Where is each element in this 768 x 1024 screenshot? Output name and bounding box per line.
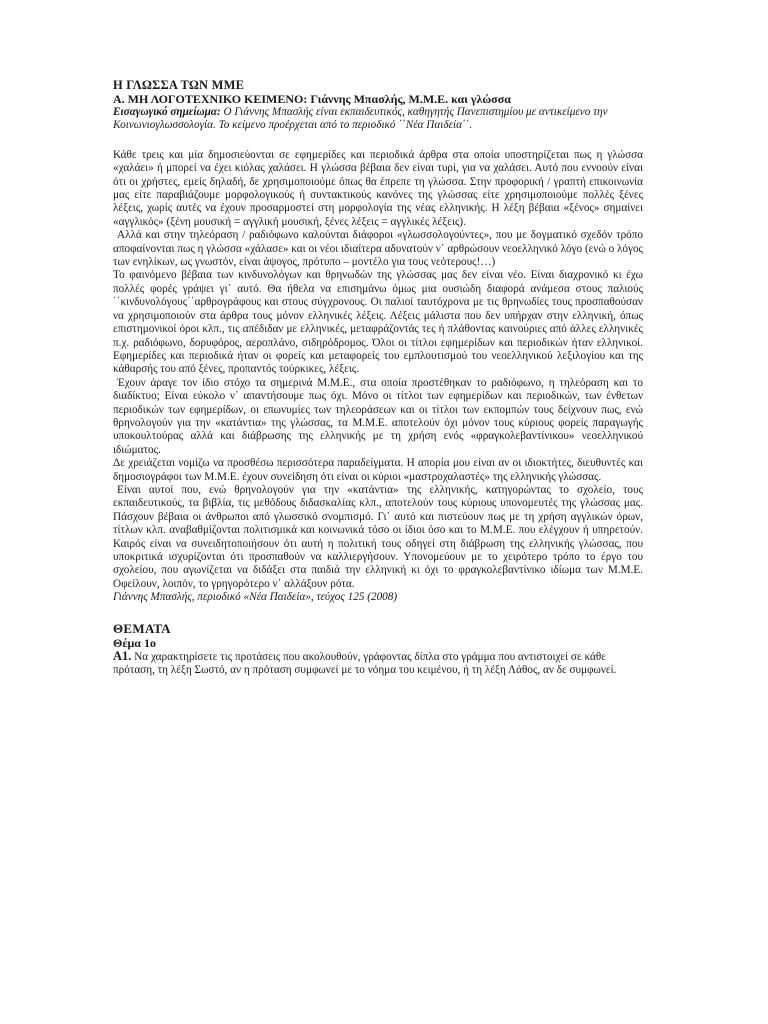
spacer: [113, 133, 643, 149]
intro-text: Ο Γιάννης Μπασλής είναι εκπαιδευτικός, καθηγητής Πανεπιστημίου με αντικείμενο την Κοινωνιογλωσσολογία. Το κείμενο προέρχεται από το περιοδικό ΄΄Νέα Παιδεία΄΄.: [113, 106, 608, 132]
a1-label: Α1.: [113, 648, 132, 663]
document-content: [113, 78, 643, 677]
paragraph: Είναι αυτοί που, ενώ θρηνολογούν για την «κατάντια» της ελληνικής, κατηγορώντας το σχολείο, τους εκπαιδευτικούς, τα βιβλία, τις μεθόδους διδασκαλίας κλπ., αποτελούν τους κύριους υπονομευτές της γλώσσας μας. Πάσχουν βέβαια οι άνθρωποι από γλωσσικό σνομπισμό. Γι᾿ αυτό και πιστεύουν πως με τη χρήση αγγλικών όρων, τίτλων κλπ. αναβαθμίζονται πολιτισμικά και κοινωνικά τόσο οι ίδιοι όσο και το Μ.Μ.Ε. που ελέγχουν ή υπηρετούν. Καιρός είναι να συνειδητοποιήσουν ότι αυτή η πολιτική τους οδηγεί στη διάβρωση της ελληνικής γλώσσας, που υποκριτικά ισχυρίζονται ότι προσπαθούν να καλλιεργήσουν. Υπονομεύουν με το χειρότερο τρόπο το έργο του σχολείου, που αγωνίζεται να διδάξει στα παιδιά την ελληνική κι όχι το φραγκολεβαντίνικο ιδίωμα των Μ.Μ.Ε. Οφείλουν, λοιπόν, το γρηγορότερο ν᾿ αλλάξουν ρότα.: [113, 483, 643, 590]
question-a1: [113, 650, 643, 678]
spacer: [113, 605, 643, 621]
a1-text: Να χαρακτηρίσετε τις προτάσεις που ακολουθούν, γράφοντας δίπλα στο γράμμα που αντιστοιχεί σε κάθε πρόταση, τη λέξη Σωστό, αν η πρόταση συμφωνεί με το νόημα του κειμένου, ή τη λέξη Λάθος, αν δε συμφωνεί.: [113, 650, 617, 677]
section-title: ΘΕΜΑΤΑ: [113, 620, 171, 636]
paragraph: Έχουν άραγε τον ίδιο στόχο τα σημερινά Μ.Μ.Ε., στα οποία προστέθηκαν το ραδιόφωνο, η τηλεόραση και το διαδίκτυο; Είναι εύκολο ν᾿ απαντήσουμε πως όχι. Μόνο οι τίτλοι των εφημερίδων και περιοδικών, των ένθετων περιοδικών των εφημερίδων, οι επωνυμίες των τηλεοράσεων και οι τίτλοι των εκπομπών τους δείχνουν πως, ενώ θρηνολογούν για την «κατάντια» της γλώσσας, τα Μ.Μ.Ε. αποτελούν όχι μόνον τους κύριους φορείς παραγωγής υποκουλτούρας αλλά και διάβρωσης της ελληνικής με τη χρήση ενός «φραγκολεβαντίνικου» νεοελληνικού ιδιώματος.: [113, 376, 643, 456]
paragraph: Δε χρειάζεται νομίζω να προσθέσω περισσότερα παραδείγματα. Η απορία μου είναι αν οι ιδιοκτήτες, διευθυντές και δημοσιογράφοι των Μ.Μ.Ε. έχουν συνείδηση ότι είναι οι κύριοι «μαστροχαλαστές» της ελληνικής γλώσσας.: [113, 457, 643, 483]
document-subtitle: Α. ΜΗ ΛΟΓΟΤΕΧΝΙΚΟ ΚΕΙΜΕΝΟ: Γιάννης Μπασλής, Μ.Μ.Ε. και γλώσσα: [113, 92, 511, 106]
document-title: Η ΓΛΩΣΣΑ ΤΩΝ ΜΜΕ: [113, 78, 245, 92]
paragraph: Το φαινόμενο βέβαια των κινδυνολόγων και θρηνωδών της γλώσσας μας δεν είναι νέο. Είναι διαχρονικό κι έχω πολλές φορές γράψει γι᾿ αυτό. Θα ήθελα να επισημάνω όμως μια ουσιώδη διαφορά ανάμεσα στους παλιούς ΄΄κινδυνολόγους΄΄αρθρογράφους και στους σύγχρονους. Οι παλιοί ταυτόχρονα με τις θρηνωδίες τους προσπαθούσαν να χρησιμοποιούν στα άρθρα τους μόνον ελληνικές λέξεις. Λέξεις μάλιστα που δεν υπήρχαν στην ελληνική, όπως επιστημονικοί όροι κλπ., τις απέδιδαν με ελληνικές, μεταφράζοντάς τες ή πλάθοντας καινούριες από άλλες ελληνικές π.χ. ραδιόφωνο, δορυφόρος, αεροπλάνο, σιδηρόδρομος. Όλοι οι τίτλοι εφημερίδων και περιοδικών ήταν ελληνικοί. Εφημερίδες και περιοδικά ήταν οι φορείς και μεταφορείς του εμπλουτισμού του νεοελληνικού λεξιλογίου και της κάθαρσής του από ξένες, προπαντός τούρκικες, λέξεις.: [113, 269, 643, 376]
intro-label: Εισαγωγικό σημείωμα:: [113, 106, 221, 118]
paragraph: Κάθε τρεις και μία δημοσιεύονται σε εφημερίδες και περιοδικά άρθρα στα οποία υποστηρίζεται πως η γλώσσα «χαλάει» ή μπορεί να έχει κιόλας χαλάσει. Η γλώσσα βέβαια δεν είναι τυρί, για να χαλάσει. Αυτό που εννοούν είναι ότι οι χρήστες, εμείς δηλαδή, δε χρησιμοποιούμε όπως θα έπρεπε τη γλώσσα. Στην προφορική / γραπτή επικοινωνία μας είτε παραβιάζουμε μορφολογικούς ή συντακτικούς κανόνες της γλώσσας είτε χρησιμοποιούμε πολλές ξένες λέξεις, χωρίς αυτές να έχουν προσαρμοστεί στη μορφολογία της νέας ελληνικής. Η λέξη βέβαια «ξένος» σημαίνει «αγγλικός» (ξένη μουσική = αγγλική μουσική, ξένες λέξεις = αγγλικές λέξεις).: [113, 148, 643, 228]
article-body: [113, 149, 643, 591]
intro-note: [113, 106, 643, 133]
paragraph: Αλλά και στην τηλεόραση / ραδιόφωνο καλούνται διάφοροι «γλωσσολογούντες», που με δογματικό σχεδόν τρόπο αποφαίνονται πως η γλώσσα «χάλασε» και οι νέοι ιδιαίτερα αδυνατούν ν᾿ αρθρώσουν νεοελληνικό λόγο (ενώ ο λόγος των ενηλίκων, ως γνωστόν, είναι άψογος, πρότυπο – μοντέλο για τους νεότερους!…): [113, 229, 643, 269]
question-title: Θέμα 1ο: [113, 635, 156, 650]
article-source: Γιάννης Μπασλής, περιοδικό «Νέα Παιδεία», τεύχος 125 (2008): [113, 591, 398, 604]
